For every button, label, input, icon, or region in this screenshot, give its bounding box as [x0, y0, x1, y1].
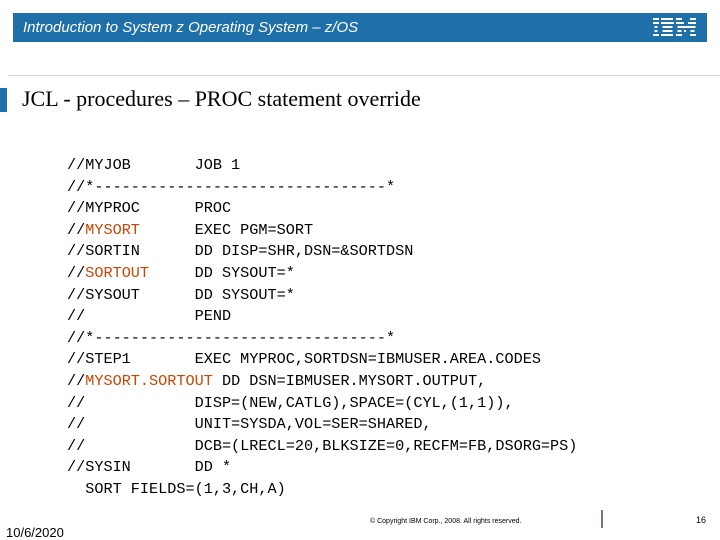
code-line: // UNIT=SYSDA,VOL=SER=SHARED, [67, 415, 432, 434]
code-text: // [67, 371, 86, 390]
code-line [67, 372, 486, 390]
code-line: //SYSOUT DD SYSOUT=* [67, 285, 295, 304]
footer-date: 10/6/2020 [6, 525, 64, 540]
code-line: // DCB=(LRECL=20,BLKSIZE=0,RECFM=FB,DSORG=PS) [67, 436, 578, 455]
title-divider [8, 75, 720, 76]
code-text: DD DSN=IBMUSER.MYSORT.OUTPUT, [212, 371, 487, 390]
code-line [67, 264, 295, 282]
page-number: 16 [696, 515, 707, 525]
code-line: // DISP=(NEW,CATLG),SPACE=(CYL,(1,1)), [67, 393, 514, 412]
code-line: //*--------------------------------* [67, 328, 396, 347]
header-bar [13, 13, 707, 42]
header-title: Introduction to System z Operating System – z/OS [23, 19, 359, 36]
jcl-code-block [67, 155, 577, 501]
title-accent-bar [0, 88, 7, 112]
footer-divider [601, 510, 603, 528]
slide-title: JCL - procedures – PROC statement override [22, 86, 421, 111]
copyright-notice: © Copyright IBM Corp., 2008. All rights reserved. [370, 518, 522, 525]
code-text: // [67, 220, 86, 239]
code-line: //MYJOB JOB 1 [67, 156, 241, 174]
code-line: // PEND [67, 307, 232, 326]
highlighted-dd-name: SORTOUT [85, 263, 150, 282]
code-text: EXEC PGM=SORT [139, 220, 314, 239]
code-line: SORT FIELDS=(1,3,CH,A) [67, 479, 286, 498]
code-line: //STEP1 EXEC MYPROC,SORTDSN=IBMUSER.AREA.CODES [67, 350, 541, 369]
code-line: //SORTIN DD DISP=SHR,DSN=&SORTDSN [67, 242, 414, 261]
code-line: //*--------------------------------* [67, 177, 396, 196]
code-line [67, 221, 313, 239]
code-text: DD SYSOUT=* [149, 263, 295, 282]
code-line: //MYPROC PROC [67, 199, 232, 218]
ibm-logo-icon [653, 17, 697, 38]
code-line: //SYSIN DD * [67, 458, 232, 477]
highlighted-override-name: MYSORT.SORTOUT [85, 371, 213, 390]
highlighted-step-name: MYSORT [85, 220, 140, 239]
code-text: // [67, 263, 86, 282]
